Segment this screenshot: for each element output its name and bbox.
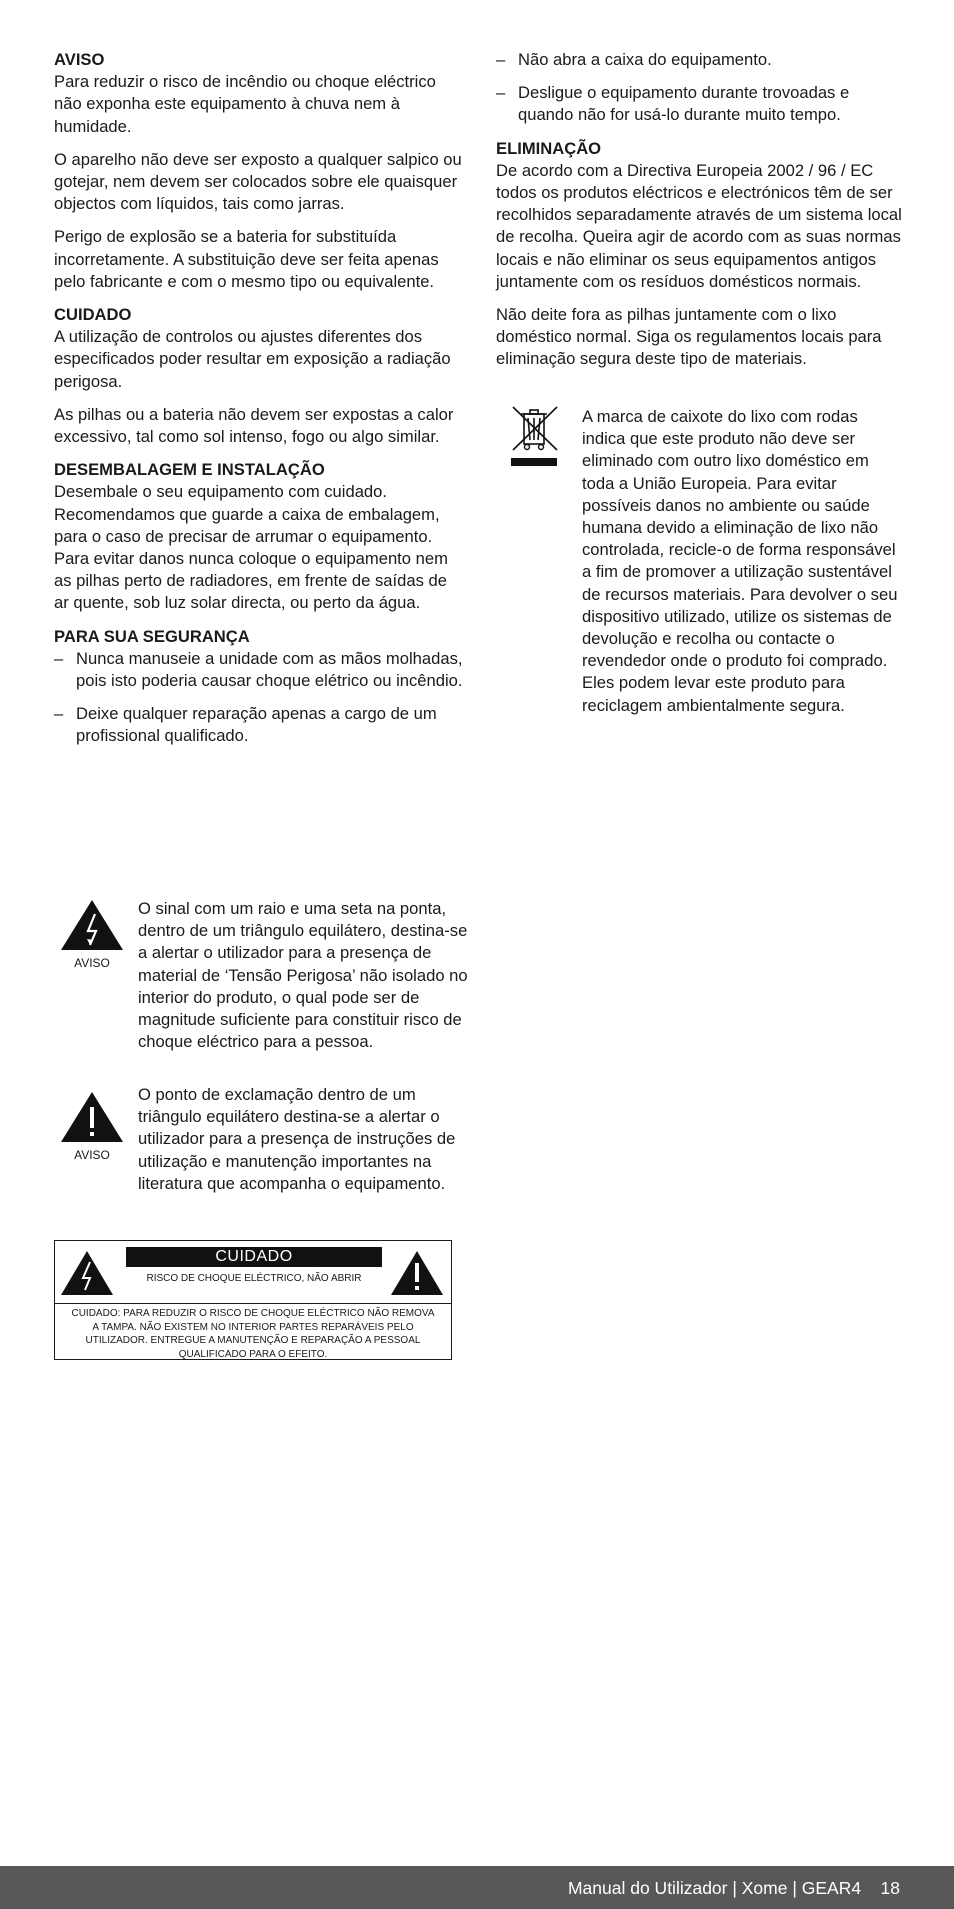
heading-desembalagem: DESEMBALAGEM E INSTALAÇÃO: [54, 460, 325, 480]
section-desembalagem: [54, 459, 464, 614]
section-aviso: [54, 49, 464, 293]
symbol-caption: AVISO: [74, 956, 110, 971]
page-footer: [0, 1866, 954, 1909]
exclamation-warning-icon: [389, 1249, 445, 1297]
symbol-exclamation-row: [54, 1084, 466, 1224]
safety-list-continued: [496, 49, 906, 127]
shock-warning-label: [54, 1240, 452, 1360]
paragraph: De acordo com a Directiva Europeia 2002 / 96 / EC todos os produtos eléctricos e electrónicos têm de ser recolhidos separadamente através de um sistema local de recolha. Queira agir de acordo com as suas normas locais e não eliminar os seus equipamentos antigos juntamente com os resíduos domésticos normais.: [496, 160, 902, 291]
list-item: – Desligue o equipamento durante trovoadas e quando não for usá-lo durante muito tempo.: [496, 82, 906, 126]
symbol-caption: AVISO: [74, 1148, 110, 1163]
lightning-warning-icon: [59, 898, 125, 952]
list-item: – Não abra a caixa do equipamento.: [496, 49, 906, 71]
section-cuidado: [54, 304, 464, 448]
paragraph: Não deite fora as pilhas juntamente com o lixo doméstico normal. Siga os regulamentos locais para eliminação segura deste tipo de materiais.: [496, 305, 882, 369]
lightning-warning-icon: [59, 1249, 115, 1297]
paragraph: Perigo de explosão se a bateria for substituída incorretamente. A substituição deve ser feita apenas pelo fabricante e com o mesmo tipo ou equivalente.: [54, 227, 439, 291]
warning-label-subtitle: RISCO DE CHOQUE ELÉCTRICO, NÃO ABRIR: [146, 1273, 362, 1284]
right-column: [496, 49, 906, 382]
heading-aviso: AVISO: [54, 50, 105, 69]
paragraph: Desembale o seu equipamento com cuidado. Recomendamos que guarde a caixa de embalagem, para o caso de precisar de arrumar o equipamento. Para evitar danos nunca coloque o equipamento nem as pilhas perto de radiadores, em frente de saídas de ar quente, sob luz solar directa, ou perto da água.: [54, 482, 448, 613]
warning-label-header: [55, 1241, 451, 1304]
warning-label-title: CUIDADO: [126, 1247, 382, 1267]
paragraph: As pilhas ou a bateria não devem ser expostas a calor excessivo, tal como sol intenso, fogo ou algo similar.: [54, 404, 454, 447]
heading-seguranca: PARA SUA SEGURANÇA: [54, 626, 250, 646]
left-column: [54, 49, 464, 759]
paragraph: Para reduzir o risco de incêndio ou choque eléctrico não exponha este equipamento à chuva nem à humidade.: [54, 72, 436, 136]
footer-text: [568, 1877, 900, 1899]
heading-eliminacao: ELIMINAÇÃO: [496, 138, 602, 158]
symbol-lightning-row: [54, 898, 466, 1078]
page-number: 18: [880, 1878, 900, 1898]
crossed-wheelie-bin-icon: [510, 404, 560, 470]
exclamation-symbol: [54, 1090, 130, 1162]
section-seguranca: [54, 626, 464, 748]
symbol-description: O ponto de exclamação dentro de um triângulo equilátero destina-se a alertar o utilizador para a presença de instruções de utilização e manutenção importantes na literatura que acompanha o equipamento.: [138, 1085, 456, 1193]
paragraph: A utilização de controlos ou ajustes diferentes dos especificados poder resultar em exposição a radiação perigosa.: [54, 327, 451, 391]
symbol-description: O sinal com um raio e uma seta na ponta, dentro de um triângulo equilátero, destina-se a alertar o utilizador para a presença de material de ‘Tensão Perigosa’ não isolado no interior do produto, o qual pode ser de magnitude suficiente para constituir risco de choque eléctrico para a pessoa.: [138, 899, 468, 1052]
exclamation-warning-icon: [59, 1090, 125, 1144]
heading-cuidado: CUIDADO: [54, 305, 132, 325]
section-eliminacao: [496, 138, 906, 371]
list-item: – Deixe qualquer reparação apenas a cargo de um profissional qualificado.: [54, 703, 464, 747]
lightning-symbol: [54, 898, 130, 970]
weee-description: A marca de caixote do lixo com rodas indica que este produto não deve ser eliminado com outro lixo doméstico em toda a União Europeia. Para evitar possíveis danos no ambiente ou saúde humana devido a eliminação de lixo não controlada, recicle-o de forma responsável a fim de promover a utilização sustentável de recursos materiais. Para devolver o seu dispositivo utilizado, utilize os sistemas de devolução e recolha ou contacte o revendedor onde o produto foi comprado. Eles podem levar este produto para reciclagem ambientalmente segura.: [582, 407, 898, 715]
list-item: – Nunca manuseie a unidade com as mãos molhadas, pois isto poderia causar choque elétrico ou incêndio.: [54, 648, 464, 692]
safety-list: [54, 648, 464, 748]
warning-label-body: CUIDADO: PARA REDUZIR O RISCO DE CHOQUE ELÉCTRICO NÃO REMOVA A TAMPA. NÃO EXISTEM NO INTERIOR PARTES REPARÁVEIS PELO UTILIZADOR. ENTREGUE A MANUTENÇÃO E REPARAÇÃO A PESSOAL QUALIFICADO PARA O EFEITO.: [71, 1308, 435, 1360]
paragraph: O aparelho não deve ser exposto a qualquer salpico ou gotejar, nem devem ser colocados sobre ele quaisquer objectos com líquidos, tais como jarras.: [54, 149, 462, 214]
footer-title: Manual do Utilizador | Xome | GEAR4: [567, 1878, 862, 1898]
crossed-bin-symbol: [510, 404, 560, 476]
